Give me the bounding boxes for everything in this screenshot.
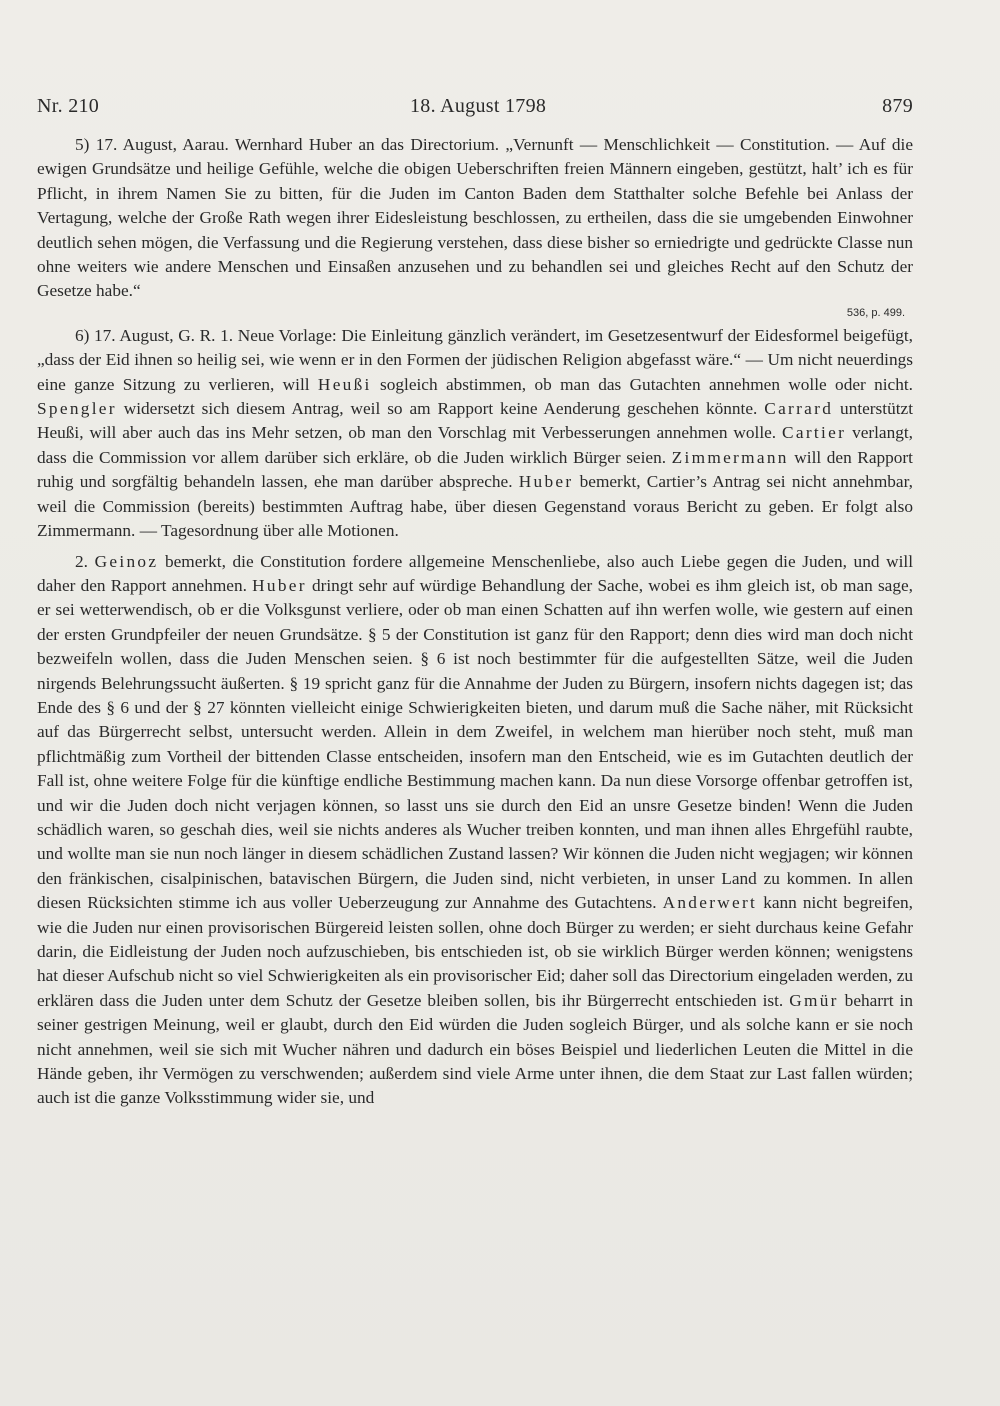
speaker-name: Spengler bbox=[37, 399, 117, 419]
speaker-name: Huber bbox=[518, 472, 574, 492]
speaker-name: Carrard bbox=[764, 399, 834, 419]
entry-2-text-e: beharrt in seiner gestrigen Meinung, weil er glaubt, durch den Eid würden die Juden sogleich Bürger, und als solche kann er sie noch nicht annehmen, weil sie sich mit Wucher nähren und dadurch ein böses Beispiel und liederlichen Leuten die Mittel in die Hände geben, ihr Vermögen zu verschwenden; außerdem sind viele Arme unter ihnen, die dem Staat zur Last fallen würden; auch ist die ganze Volksstimmung wider sie, und bbox=[37, 990, 913, 1108]
entry-6-text-e: verlangt, dass die Commission vor allem darüber sich erkläre, ob die Juden wirklich Bürger seien. bbox=[37, 423, 914, 467]
body-text bbox=[37, 133, 913, 1111]
speaker-name: Zimmermann bbox=[671, 447, 789, 467]
source-reference: 536, p. 499. bbox=[846, 306, 905, 319]
speaker-name: Anderwert bbox=[662, 893, 758, 913]
speaker-name: Geinoz bbox=[94, 551, 159, 571]
document-number: Nr. 210 bbox=[37, 95, 100, 117]
page-number: 879 bbox=[882, 95, 913, 117]
entry-6-text-b: sogleich abstimmen, ob man das Gutachten annehmen wolle oder nicht. bbox=[371, 374, 913, 394]
header-date: 18. August 1798 bbox=[410, 95, 547, 117]
speaker-name: Huber bbox=[252, 575, 307, 595]
paragraph-entry-5: 5) 17. August, Aarau. Wernhard Huber an das Directorium. „Vernunft — Menschlichkeit — Constitution. — Auf die ewigen Grundsätze und heilige Gefühle, welche die obigen Ueberschriften freien Männern eingeben, gestützt, halt’ ich es für Pflicht, in ihrem Namen Sie zu bitten, für die Juden im Canton Baden dem Statthalter solche Befehle bei Anlass der Vertagung, welche der Große Rath wegen ihrer Eidesleistung beschlossen, zu ertheilen, dass die sie umgebenden Einwohner deutlich sehen mögen, die Verfassung und die Regierung verstehen, dass diese bisher so erniedrigte und gedrückte Classe nun ohne weiters wie andere Menschen und Einsaßen anzusehen und zu behandlen sei und gleiches Recht auf den Schutz der Gesetze habe.“ bbox=[37, 135, 913, 301]
entry-2-text-a: 2. bbox=[75, 551, 95, 571]
paragraph-entry-2 bbox=[37, 550, 913, 1111]
entry-6-text-g: bemerkt, Cartier’s Antrag sei nicht annehmbar, weil die Commission (bereits) bestimmten Auftrag habe, über diesen Gegenstand voraus Bericht zu geben. Er folgt also Zimmermann. — Tagesordnung über alle Motionen. bbox=[37, 472, 913, 541]
entry-6-text-f: will den Rapport ruhig und sorgfältig behandeln lassen, ehe man darüber abspreche. bbox=[37, 447, 913, 492]
page-header bbox=[37, 95, 913, 125]
entry-2-text-b: bemerkt, die Constitution fordere allgemeine Menschenliebe, also auch Liebe gegen die Juden, und will daher den Rapport annehmen. bbox=[37, 551, 913, 595]
entry-6-text-c: widersetzt sich diesem Antrag, weil so am Rapport keine Aenderung geschehen könnte. bbox=[116, 399, 765, 419]
entry-2-text-c: dringt sehr auf würdige Behandlung der Sache, wobei es ihm gleich ist, ob man sage, er sei wetterwendisch, ob er die Volksgunst verliere, oder ob man einen Schatten auf ihn werfen wolle, wie gestern auf einen der ersten Grundpfeiler der neuen Grundsätze. § 5 der Constitution ist ganz für den Rapport; denn dies wird man doch nicht bezweifeln wollen, dass die Juden Menschen seien. § 6 ist noch bestimmter für die aufgestellten Sätze, weil die Juden nirgends Belehrungssucht äußerten. § 19 spricht ganz für die Annahme der Juden zu Bürgern, insofern nichts dagegen ist; das Ende des § 6 und der § 27 könnten vielleicht einige Schwierigkeiten bieten, und darum muß die Sache näher, mit Rücksicht auf das Bürgerrecht selbst, untersucht werden. Allein in dem Zweifel, in welchem man hierüber noch steht, muß man pflichtmäßig zum Vortheil der bittenden Classe entscheiden, insofern man den Entscheid, wie es im Gutachten deutlich der Fall ist, ohne weitere Folge für die künftige endliche Bestimmung machen kann. Da nun diese Vorsorge offenbar getroffen ist, und wir die Juden doch nicht verjagen können, so lasst uns sie durch den Eid an unsre Gesetze binden! Wenn die Juden schädlich waren, so geschah dies, weil sie nichts anderes als Wucher treiben konnten, und man ihnen alles Ehrgefühl raubte, und wollte man sie nun noch länger in diesem schädlichen Zustand lassen? Wir können die Juden nicht wegjagen; wir können den fränkischen, cisalpinischen, batavischen Bürgern, die Juden sind, nicht verbieten, in unser Land zu kommen. In allen diesen Rücksichten stimme ich aus voller Ueberzeugung zur Annahme des Gutachtens. bbox=[37, 575, 913, 913]
speaker-name: Gmür bbox=[789, 990, 839, 1010]
entry-6-text-d: unterstützt Heußi, will aber auch das ins Mehr setzen, ob man den Vorschlag mit Verbesserungen annehmen wolle. bbox=[37, 399, 913, 443]
entry-2-text-d: kann nicht begreifen, wie die Juden nur einen provisorischen Bürgereid leisten sollen, ohne doch Bürger zu werden; er sieht durchaus keine Gefahr darin, die Eidleistung der Juden noch aufzuschieben, bis entschieden ist, ob sie wirklich Bürger werden können; wenigstens hat dieser Aufschub nicht so viel Schwierigkeiten als ein provisorischer Eid; daher soll das Directorium eingeladen werden, zu erklären dass die Juden unter dem Schutz der Gesetze bleiben sollen, bis ihr Bürgerrecht entschieden ist. bbox=[37, 893, 914, 1010]
speaker-name: Heußi bbox=[317, 374, 372, 394]
entry-6-text-a: 6) 17. August, G. R. 1. Neue Vorlage: Die Einleitung gänzlich verändert, im Gesetzesentwurf der Eidesformel beigefügt, „dass der Eid ihnen so heilig sei, wie wenn er in den Formen der jüdischen Religion abgefasst wäre.“ — Um nicht neuerdings eine ganze Sitzung zu verlieren, will bbox=[37, 325, 913, 394]
paragraph-entry-6 bbox=[37, 324, 913, 544]
speaker-name: Cartier bbox=[782, 423, 847, 443]
